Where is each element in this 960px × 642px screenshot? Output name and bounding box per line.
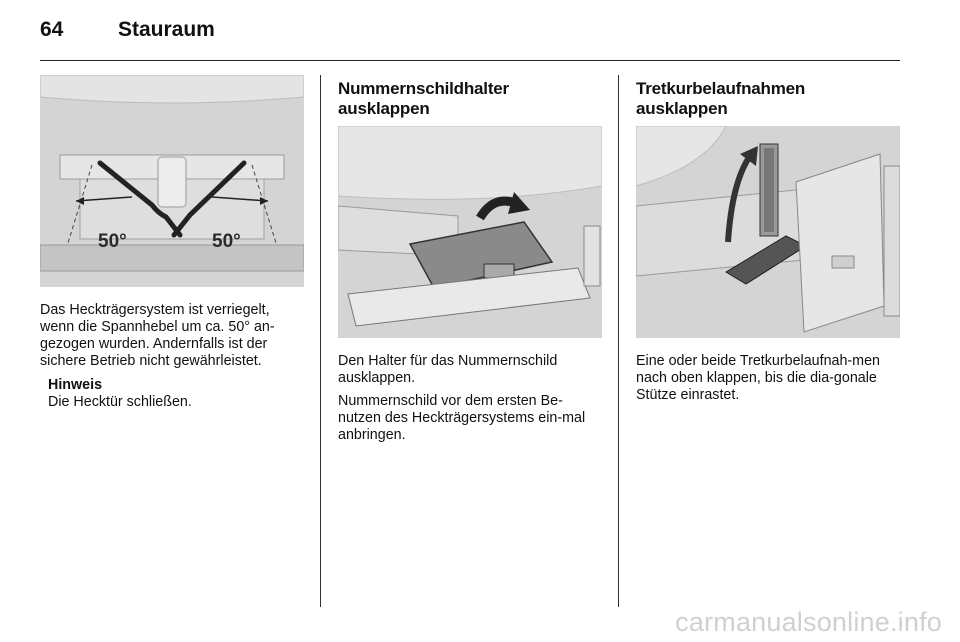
pedal-mount-heading: Tretkurbelaufnahmen ausklappen — [636, 79, 806, 118]
angle-label-right: 50° — [212, 231, 241, 252]
watermark: carmanualsonline.info — [675, 607, 942, 637]
note-box — [48, 377, 304, 411]
column-locking — [40, 75, 304, 411]
pedal-mount-illustration — [636, 126, 900, 338]
column-divider-1 — [320, 75, 321, 607]
tension-lever-drawing — [40, 75, 304, 287]
locking-paragraph: Das Heckträgersystem ist verriegelt, wenn die Spannhebel um ca. 50° an-gezogen wurden. Andernfalls ist der sichere Betrieb nicht gewährleistet. — [40, 302, 275, 369]
license-plate-illustration — [338, 126, 602, 338]
pedal-mount-drawing — [636, 126, 900, 338]
license-plate-heading: Nummernschildhalter ausklappen — [338, 79, 509, 118]
pedal-mount-paragraph: Eine oder beide Tretkurbelaufnah-men nach oben klappen, bis die dia-gonale Stütze einrastet. — [636, 353, 880, 403]
column-license-plate — [338, 75, 602, 444]
column-pedal-mounts — [636, 75, 900, 404]
license-plate-drawing — [338, 126, 602, 338]
note-title: Hinweis — [48, 377, 103, 393]
page-number: 64 — [40, 18, 64, 41]
license-plate-paragraph-1: Den Halter für das Nummernschild ausklappen. — [338, 353, 558, 386]
tension-lever-illustration — [40, 75, 304, 287]
license-plate-paragraph-2: Nummernschild vor dem ersten Be-nutzen des Heckträgersystems ein-mal anbringen. — [338, 393, 586, 443]
note-text: Die Hecktür schließen. — [48, 394, 192, 410]
column-divider-2 — [618, 75, 619, 607]
angle-label-left: 50° — [98, 231, 127, 252]
page-header — [40, 18, 215, 50]
section-title: Stauraum — [118, 18, 215, 41]
header-divider — [40, 60, 900, 61]
